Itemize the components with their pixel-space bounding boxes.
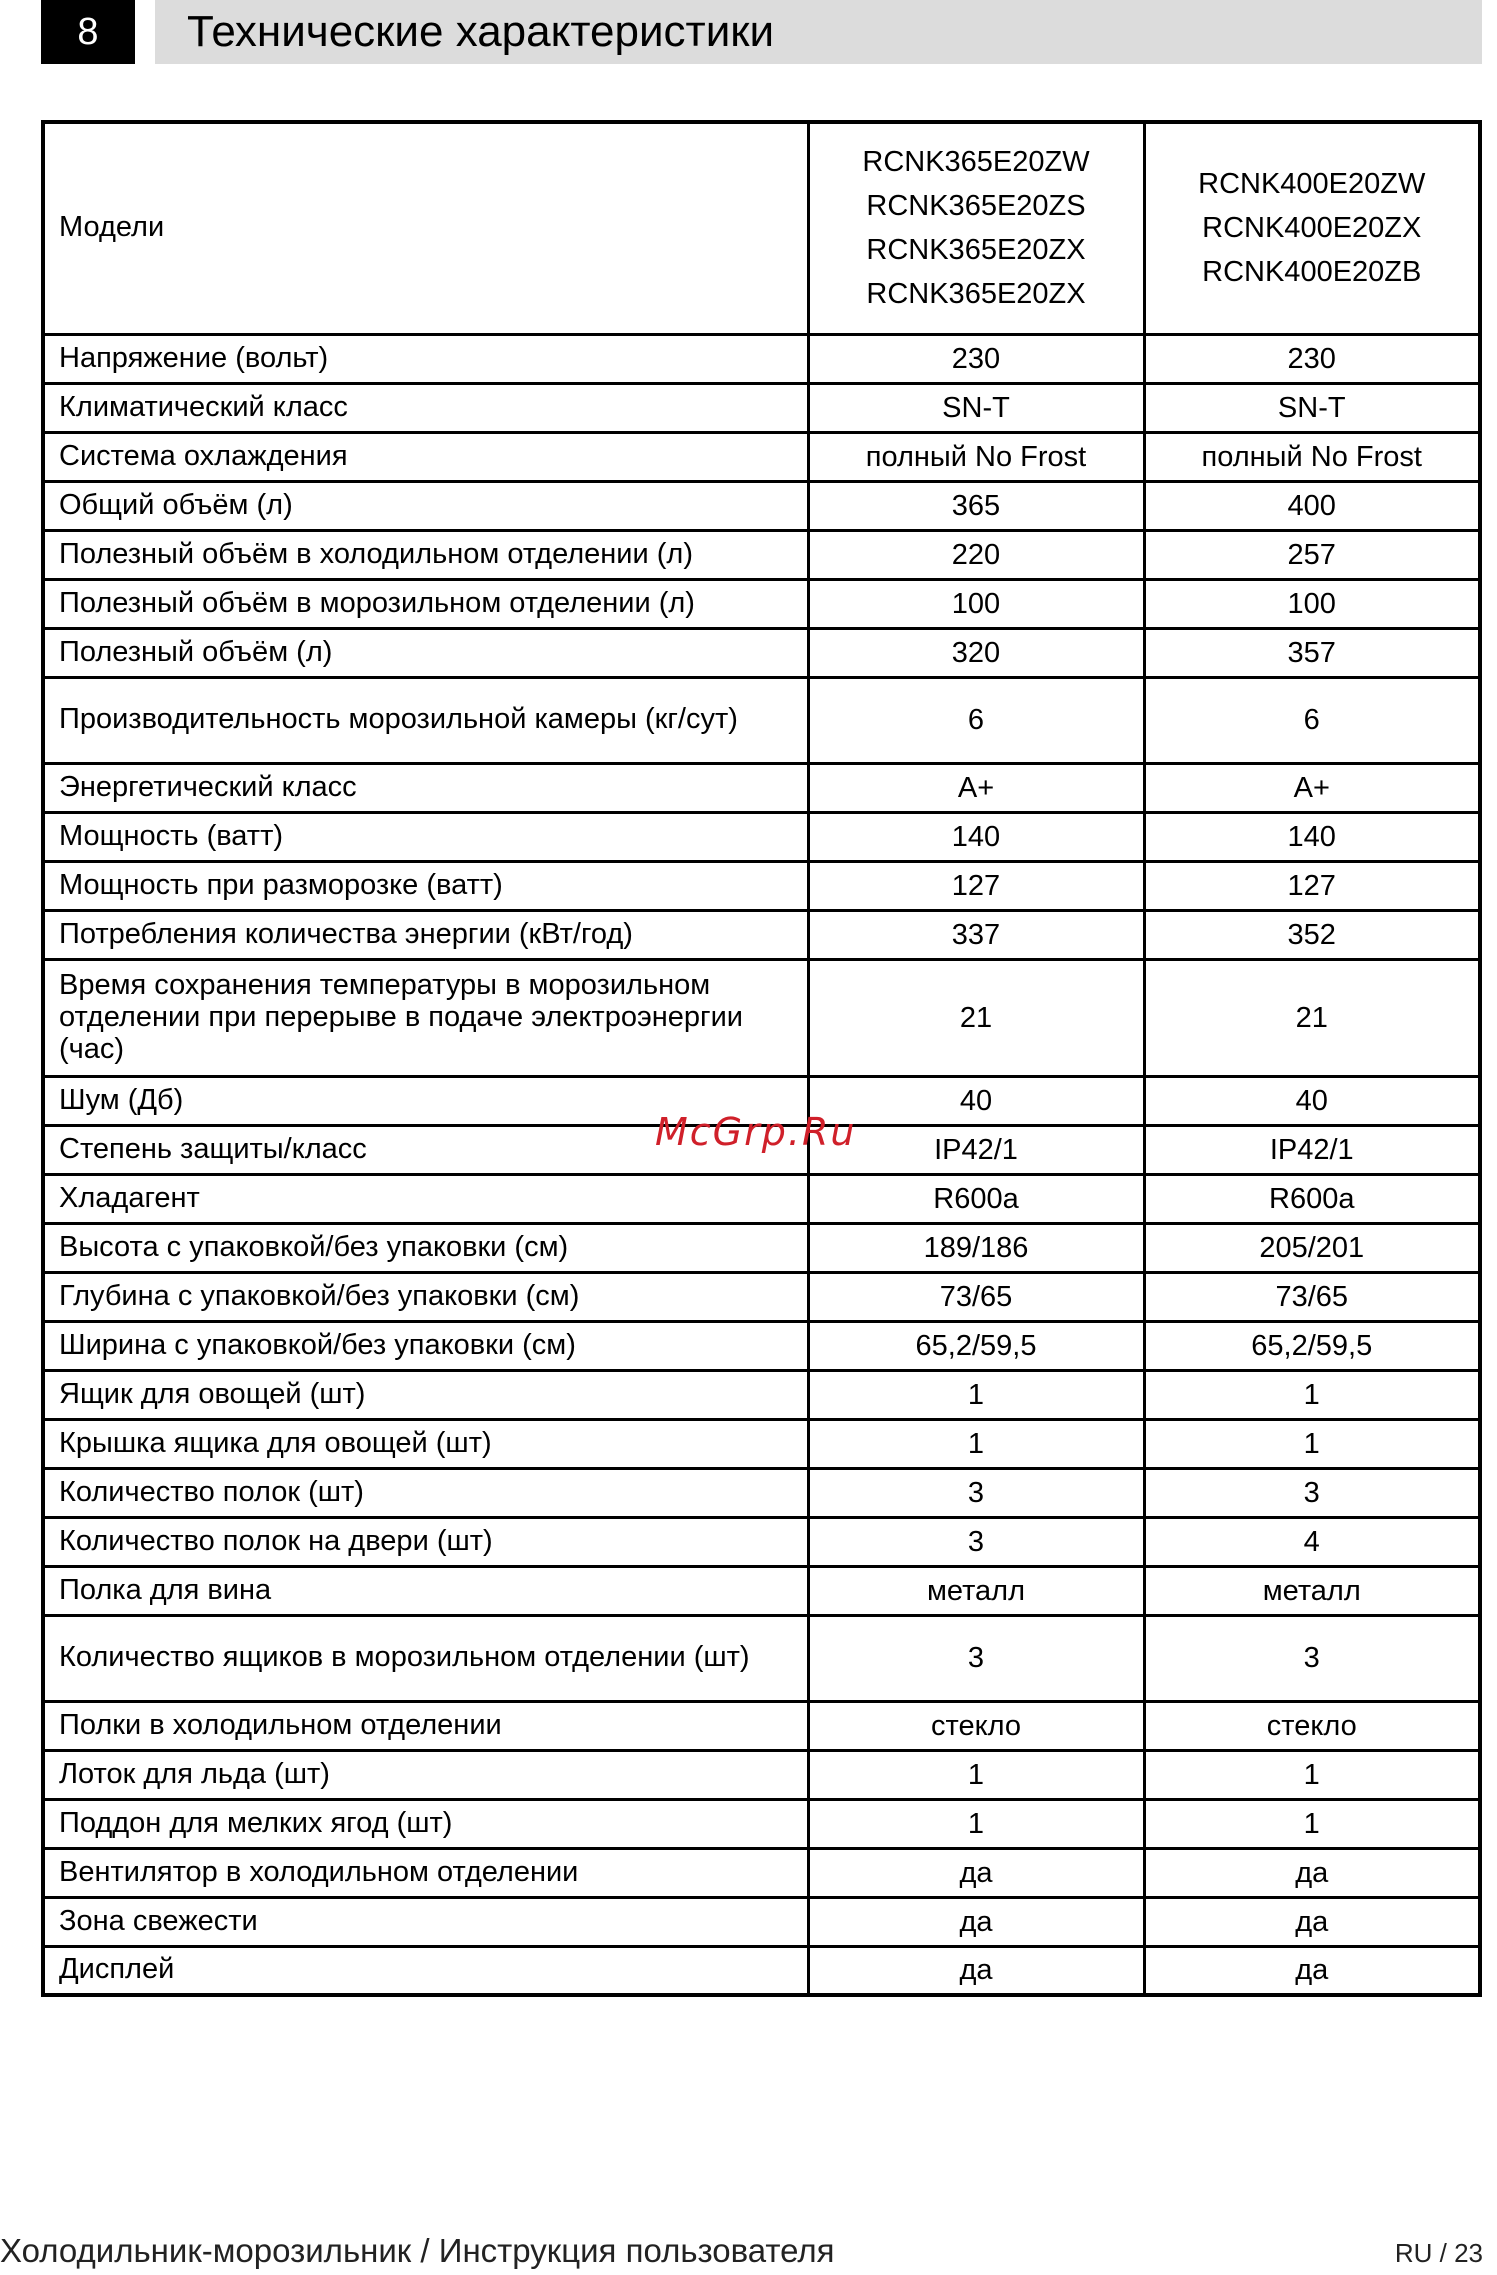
row-value-col2: да: [1144, 1946, 1480, 1995]
table-row: [43, 1799, 1480, 1848]
row-label: Шум (Дб): [43, 1076, 808, 1125]
table-row: [43, 334, 1480, 383]
row-value-col2: R600a: [1144, 1174, 1480, 1223]
row-value-col1: 3: [808, 1517, 1144, 1566]
table-row: [43, 1174, 1480, 1223]
row-value-col1: A+: [808, 763, 1144, 812]
model-name: RCNK400E20ZX: [1202, 212, 1422, 245]
row-value-col2: 65,2/59,5: [1144, 1321, 1480, 1370]
row-value-col1: SN-T: [808, 383, 1144, 432]
row-value-col2: 127: [1144, 861, 1480, 910]
table-row: [43, 1321, 1480, 1370]
specifications-table: [41, 120, 1482, 1997]
row-label: Ширина с упаковкой/без упаковки (см): [43, 1321, 808, 1370]
footer-document-title: Холодильник-морозильник / Инструкция пользователя: [0, 2232, 835, 2269]
row-value-col1: 1: [808, 1750, 1144, 1799]
model-name: RCNK365E20ZS: [866, 190, 1086, 223]
table-row: [43, 861, 1480, 910]
row-value-col2: 40: [1144, 1076, 1480, 1125]
row-value-col2: 400: [1144, 481, 1480, 530]
row-value-col2: стекло: [1144, 1701, 1480, 1750]
row-value-col1: да: [808, 1848, 1144, 1897]
row-value-col2: 3: [1144, 1468, 1480, 1517]
footer-page-number: RU / 23: [1394, 2238, 1483, 2268]
row-label: Ящик для овощей (шт): [43, 1370, 808, 1419]
row-value-col1: металл: [808, 1566, 1144, 1615]
models-row: [43, 122, 1480, 334]
model-name: RCNK400E20ZW: [1198, 168, 1426, 201]
row-label: Дисплей: [43, 1946, 808, 1995]
section-number: 8: [41, 0, 135, 64]
row-value-col1: 1: [808, 1799, 1144, 1848]
row-value-col1: 73/65: [808, 1272, 1144, 1321]
row-label: Глубина с упаковкой/без упаковки (см): [43, 1272, 808, 1321]
table-row: [43, 959, 1480, 1076]
row-value-col1: 100: [808, 579, 1144, 628]
row-value-col2: SN-T: [1144, 383, 1480, 432]
row-value-col2: 1: [1144, 1419, 1480, 1468]
section-header: [41, 0, 1482, 64]
row-value-col1: стекло: [808, 1701, 1144, 1750]
row-value-col2: 352: [1144, 910, 1480, 959]
row-value-col1: 189/186: [808, 1223, 1144, 1272]
table-row: [43, 1468, 1480, 1517]
row-label: Полезный объём (л): [43, 628, 808, 677]
row-value-col2: IP42/1: [1144, 1125, 1480, 1174]
table-row: [43, 481, 1480, 530]
row-value-col1: 21: [808, 959, 1144, 1076]
row-value-col1: 1: [808, 1419, 1144, 1468]
section-title: Технические характеристики: [155, 0, 1482, 64]
table-row: [43, 1848, 1480, 1897]
table-row: [43, 432, 1480, 481]
models-col2: [1144, 122, 1480, 334]
row-label: Хладагент: [43, 1174, 808, 1223]
model-name: RCNK365E20ZX: [866, 278, 1086, 311]
row-value-col2: 3: [1144, 1615, 1480, 1701]
table-row: [43, 1897, 1480, 1946]
watermark-text: McGrp.Ru: [655, 1110, 857, 1154]
model-name: RCNK365E20ZX: [866, 234, 1086, 267]
row-label: Количество полок на двери (шт): [43, 1517, 808, 1566]
table-row: [43, 628, 1480, 677]
table-row: [43, 677, 1480, 763]
table-row: [43, 1566, 1480, 1615]
row-label: Производительность морозильной камеры (кг/сут): [43, 677, 808, 763]
row-label: Полезный объём в морозильном отделении (л): [43, 579, 808, 628]
row-value-col2: 1: [1144, 1750, 1480, 1799]
row-label: Энергетический класс: [43, 763, 808, 812]
row-label: Напряжение (вольт): [43, 334, 808, 383]
row-label: Крышка ящика для овощей (шт): [43, 1419, 808, 1468]
row-value-col2: металл: [1144, 1566, 1480, 1615]
table-row: [43, 383, 1480, 432]
row-value-col2: да: [1144, 1897, 1480, 1946]
models-label: Модели: [43, 122, 808, 334]
row-label: Мощность при разморозке (ватт): [43, 861, 808, 910]
row-value-col2: 1: [1144, 1799, 1480, 1848]
row-value-col2: полный No Frost: [1144, 432, 1480, 481]
row-value-col1: 3: [808, 1468, 1144, 1517]
row-label: Полки в холодильном отделении: [43, 1701, 808, 1750]
row-label: Система охлаждения: [43, 432, 808, 481]
table-row: [43, 1750, 1480, 1799]
row-label: Количество полок (шт): [43, 1468, 808, 1517]
row-value-col1: 230: [808, 334, 1144, 383]
row-value-col2: 21: [1144, 959, 1480, 1076]
table-row: [43, 1615, 1480, 1701]
row-value-col1: 1: [808, 1370, 1144, 1419]
row-value-col1: 220: [808, 530, 1144, 579]
row-value-col1: 365: [808, 481, 1144, 530]
table-row: [43, 1223, 1480, 1272]
models-col1: [808, 122, 1144, 334]
row-label: Лоток для льда (шт): [43, 1750, 808, 1799]
table-row: [43, 1701, 1480, 1750]
table-row: [43, 1370, 1480, 1419]
row-label: Высота с упаковкой/без упаковки (см): [43, 1223, 808, 1272]
row-value-col2: A+: [1144, 763, 1480, 812]
row-label: Поддон для мелких ягод (шт): [43, 1799, 808, 1848]
row-label: Полезный объём в холодильном отделении (л): [43, 530, 808, 579]
row-value-col1: IP42/1: [808, 1125, 1144, 1174]
row-value-col1: 3: [808, 1615, 1144, 1701]
row-label: Время сохранения температуры в морозильном отделении при перерыве в подаче электроэнергии (час): [43, 959, 808, 1076]
row-value-col1: да: [808, 1946, 1144, 1995]
row-value-col2: 4: [1144, 1517, 1480, 1566]
table-row: [43, 1517, 1480, 1566]
row-value-col2: 140: [1144, 812, 1480, 861]
row-value-col1: R600a: [808, 1174, 1144, 1223]
row-value-col1: 6: [808, 677, 1144, 763]
row-value-col1: 320: [808, 628, 1144, 677]
row-value-col1: 337: [808, 910, 1144, 959]
row-value-col1: 65,2/59,5: [808, 1321, 1144, 1370]
row-value-col2: да: [1144, 1848, 1480, 1897]
row-value-col1: 40: [808, 1076, 1144, 1125]
row-label: Вентилятор в холодильном отделении: [43, 1848, 808, 1897]
row-label: Климатический класс: [43, 383, 808, 432]
table-row: [43, 763, 1480, 812]
table-row: [43, 812, 1480, 861]
table-row: [43, 579, 1480, 628]
table-row: [43, 530, 1480, 579]
model-name: RCNK400E20ZB: [1202, 256, 1422, 289]
row-value-col2: 100: [1144, 579, 1480, 628]
row-value-col2: 1: [1144, 1370, 1480, 1419]
row-label: Степень защиты/класс: [43, 1125, 808, 1174]
table-row: [43, 1272, 1480, 1321]
row-value-col1: 140: [808, 812, 1144, 861]
model-name: RCNK365E20ZW: [862, 146, 1090, 179]
table-row: [43, 910, 1480, 959]
row-value-col1: 127: [808, 861, 1144, 910]
row-value-col1: полный No Frost: [808, 432, 1144, 481]
row-value-col2: 257: [1144, 530, 1480, 579]
row-label: Зона свежести: [43, 1897, 808, 1946]
row-value-col2: 6: [1144, 677, 1480, 763]
table-row: [43, 1419, 1480, 1468]
row-label: Потребления количества энергии (кВт/год): [43, 910, 808, 959]
row-value-col1: да: [808, 1897, 1144, 1946]
row-label: Количество ящиков в морозильном отделении (шт): [43, 1615, 808, 1701]
table-row: [43, 1946, 1480, 1995]
row-value-col2: 357: [1144, 628, 1480, 677]
row-label: Мощность (ватт): [43, 812, 808, 861]
row-value-col2: 205/201: [1144, 1223, 1480, 1272]
row-label: Полка для вина: [43, 1566, 808, 1615]
row-value-col2: 73/65: [1144, 1272, 1480, 1321]
row-value-col2: 230: [1144, 334, 1480, 383]
row-label: Общий объём (л): [43, 481, 808, 530]
